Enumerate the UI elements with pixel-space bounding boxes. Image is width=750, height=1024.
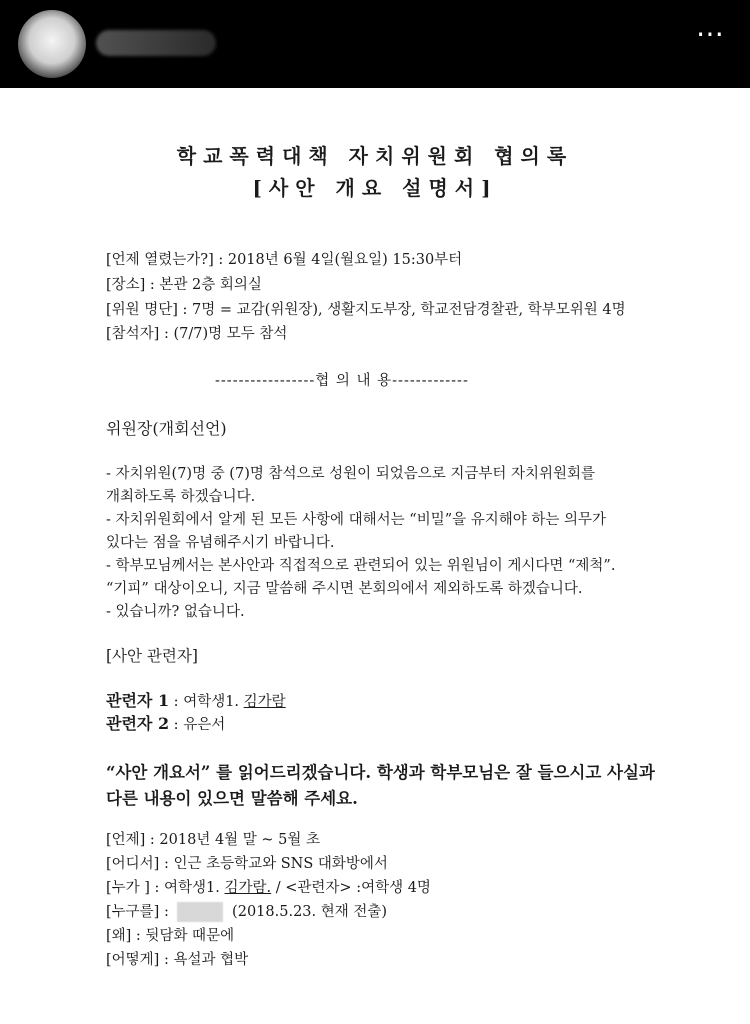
fact-value: : 인근 초등학교와 SNS 대화방에서 (159, 856, 388, 872)
document-subtitle: [사안 개요 설명서] (252, 176, 498, 200)
document-page (0, 88, 750, 1024)
fact-label: [누가 ] (106, 880, 150, 896)
chair-line: - 자치위원(7)명 중 (7)명 참석으로 성원이 되었음으로 지금부터 자치위원회를 (106, 466, 596, 482)
document-title: 학교폭력대책 자치위원회 협의록 (176, 144, 574, 168)
fact-why (106, 924, 234, 945)
fact-when (106, 828, 320, 849)
meta-when (106, 248, 462, 269)
redacted-name (177, 902, 223, 922)
fact-post: (2018.5.23. 현재 전출) (227, 904, 388, 920)
chair-line: “기피” 대상이오니, 지금 말씀해 주시면 본회의에서 제외하도록 하겠습니다. (106, 581, 583, 597)
fact-value: : 욕설과 협박 (159, 952, 249, 968)
fact-where (106, 852, 388, 873)
fact-post: / <관련자> :여학생 4명 (271, 880, 431, 896)
statement-line: “사안 개요서” 를 읽어드리겠습니다. 학생과 학부모님은 잘 들으시고 사실과 (106, 763, 655, 782)
fact-label: [어떻게] (106, 952, 160, 968)
top-bar (0, 0, 750, 88)
chair-line: - 있습니까? 없습니다. (106, 604, 245, 620)
meta-members (106, 298, 626, 319)
related-prefix: 여학생1. (183, 694, 244, 710)
section-divider: -----------------협 의 내 용------------- (215, 373, 469, 389)
fact-pre: : (159, 904, 174, 920)
fact-value: : 2018년 4월 말 ~ 5월 초 (145, 832, 321, 848)
related-sep: : (169, 717, 184, 733)
related-label: 관련자 1 (106, 691, 170, 710)
chair-line: - 학부모님께서는 본사안과 직접적으로 관련되어 있는 위원님이 게시다면 “제척”. (106, 558, 616, 574)
fact-whom (106, 900, 387, 922)
related-label: 관련자 2 (106, 714, 170, 733)
avatar[interactable] (18, 10, 86, 78)
more-options-icon[interactable]: ⋯ (696, 17, 726, 50)
meta-label: [참석자] (106, 326, 160, 342)
meta-value: : 본관 2층 회의실 (145, 277, 262, 293)
related-person-2 (106, 711, 225, 734)
fact-label: [어디서] (106, 856, 160, 872)
chair-line: 있다는 점을 유념해주시기 바랍니다. (106, 535, 335, 551)
fact-label: [언제] (106, 832, 146, 848)
chair-heading: 위원장(개회선언) (106, 419, 227, 438)
meta-attendees (106, 322, 287, 343)
fact-label: [누구를] (106, 904, 160, 920)
fact-pre: : 여학생1. (149, 880, 225, 896)
chair-line: 개최하도록 하겠습니다. (106, 489, 256, 505)
fact-who (106, 876, 431, 897)
meta-value: : (7/7)명 모두 참석 (159, 326, 288, 342)
related-prefix: 유은서 (183, 717, 226, 733)
fact-label: [왜] (106, 928, 132, 944)
meta-place (106, 273, 262, 294)
chair-line: - 자치위원회에서 알게 된 모든 사항에 대해서는 “비밀”을 유지해야 하는 의무가 (106, 512, 607, 528)
related-name: 김가람 (243, 694, 286, 710)
meta-value: : 2018년 6월 4일(월요일) 15:30부터 (213, 252, 463, 268)
meta-value: : 7명 = 교감(위원장), 생활지도부장, 학교전담경찰관, 학부모위원 4명 (177, 302, 626, 318)
fact-value: : 뒷담화 때문에 (131, 928, 235, 944)
statement-line: 다른 내용이 있으면 말씀해 주세요. (106, 789, 358, 808)
meta-label: [위원 명단] (106, 302, 178, 318)
related-person-1 (106, 688, 286, 711)
username-blurred[interactable] (96, 30, 216, 56)
fact-how (106, 948, 248, 969)
meta-label: [장소] (106, 277, 146, 293)
fact-name: 김가람. (224, 880, 272, 896)
related-heading: [사안 관련자] (106, 647, 198, 665)
related-sep: : (169, 694, 184, 710)
meta-label: [언제 열렸는가?] (106, 252, 214, 268)
